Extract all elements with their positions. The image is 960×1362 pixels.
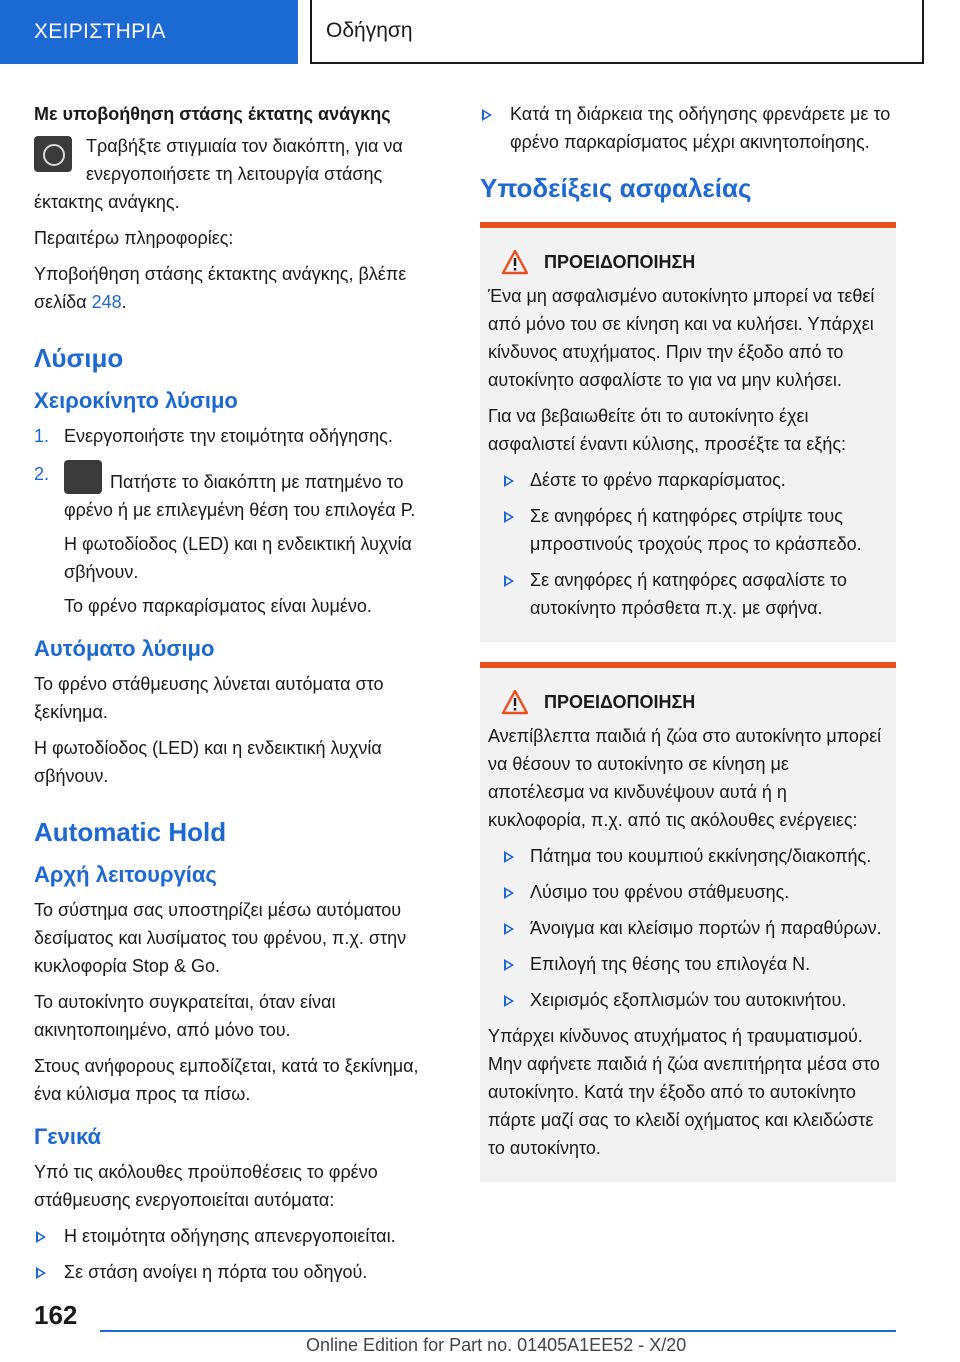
warning-box — [480, 662, 896, 1182]
list-item-text: Η ετοιμότητα οδήγησης απενεργοποιείται. — [64, 1226, 396, 1246]
list-item — [488, 950, 882, 978]
list-item-text: Επιλογή της θέσης του επιλογέα N. — [530, 954, 811, 974]
page-number: 162 — [34, 1300, 78, 1330]
bullet-triangle-icon — [504, 475, 514, 487]
principle-title: Αρχή λειτουργίας — [34, 862, 217, 887]
page-link[interactable]: 248 — [91, 292, 122, 312]
warning-heading — [488, 248, 882, 276]
parking-brake-switch-icon — [64, 460, 102, 494]
left-column — [34, 100, 446, 1294]
bullet-triangle-icon — [504, 923, 514, 935]
warning-triangle-icon — [502, 689, 528, 715]
emergency-paragraph — [34, 132, 446, 216]
principle-text: Το αυτοκίνητο συγκρατείται, όταν είναι ακινητοποιημένο, από μόνο του. — [34, 992, 336, 1040]
list-item-text: Λύσιμο του φρένου στάθμευσης. — [530, 882, 790, 902]
warning-box — [480, 222, 896, 642]
list-item — [488, 878, 882, 906]
warning-text: Ανεπίβλεπτα παιδιά ή ζώα στο αυτοκίνητο μπορεί να θέσουν το αυτοκίνητο σε κίνηση με αποτέλεσμα να κινδυνέψουν αυτά ή η κυκλοφορία, π.χ. από τις ακόλουθες ενέργειες: — [488, 726, 882, 830]
warning-heading — [488, 688, 882, 716]
general-title: Γενικά — [34, 1124, 102, 1149]
bullet-triangle-icon — [504, 511, 514, 523]
reference-text: Υποβοήθηση στάσης έκτακτης ανάγκης, βλέπε σελίδα — [34, 264, 407, 312]
step-item — [34, 460, 446, 620]
principle-text: Στους ανήφορους εμποδίζεται, κατά το ξεκίνημα, ένα κύλισμα προς τα πίσω. — [34, 1056, 419, 1104]
warning-text: Υπάρχει κίνδυνος ατυχήματος ή τραυματισμού. Μην αφήνετε παιδιά ή ζώα ανεπιτήρητα μέσα στο αυτοκίνητο. Κατά την έξοδο από το αυτοκίνητο πάρτε μαζί σας το κλειδί οχήματος και κλειδώστε το αυτοκίνητο. — [488, 1026, 880, 1158]
step-note: Η φωτοδίοδος (LED) και η ενδεικτική λυχνία σβήνουν. — [64, 534, 412, 582]
bullet-triangle-icon — [504, 995, 514, 1007]
page-reference — [34, 260, 446, 316]
warning-list — [488, 842, 882, 1014]
general-text: Υπό τις ακόλουθες προϋποθέσεις το φρένο στάθμευσης ενεργοποιείται αυτόματα: — [34, 1162, 378, 1210]
list-item-text: Σε ανηφόρες ή κατηφόρες στρίψτε τους μπροστινούς τροχούς προς το κράσπεδο. — [530, 506, 862, 554]
emergency-text: Τραβήξτε στιγμιαία τον διακόπτη, για να ενεργοποιήσετε τη λειτουργία στάσης έκτακτης ανάγκης. — [34, 136, 403, 212]
manual-release-steps — [34, 422, 446, 620]
general-list — [34, 1222, 446, 1286]
step-item — [34, 422, 446, 450]
edition-note: Online Edition for Part no. 01405A1EE52 - X/20 — [306, 1335, 687, 1355]
warning-list — [488, 466, 882, 622]
list-item — [488, 986, 882, 1014]
bullet-triangle-icon — [36, 1231, 46, 1243]
step-number: 2. — [34, 464, 50, 484]
warning-label: ΠΡΟΕΙΔΟΠΟΙΗΣΗ — [544, 252, 696, 272]
list-item-text: Σε στάση ανοίγει η πόρτα του οδηγού. — [64, 1262, 368, 1282]
auto-release-text: Η φωτοδίοδος (LED) και η ενδεικτική λυχνία σβήνουν. — [34, 738, 382, 786]
list-item — [34, 1222, 446, 1250]
warning-triangle-icon — [502, 249, 528, 275]
list-item — [480, 100, 896, 156]
right-column — [480, 100, 896, 1182]
release-title: Λύσιμο — [34, 343, 124, 373]
warning-label: ΠΡΟΕΙΔΟΠΟΙΗΣΗ — [544, 692, 696, 712]
step-text: Πατήστε το διακόπτη με πατημένο το φρένο ή με επιλεγμένη θέση του επιλογέα P. — [64, 472, 416, 520]
bullet-triangle-icon — [482, 109, 492, 121]
auto-release-title: Αυτόματο λύσιμο — [34, 636, 215, 661]
auto-release-text: Το φρένο στάθμευσης λύνεται αυτόματα στο ξεκίνημα. — [34, 674, 384, 722]
list-item-text: Άνοιγμα και κλείσιμο πορτών ή παραθύρων. — [530, 918, 882, 938]
principle-text: Το σύστημα σας υποστηρίζει μέσω αυτόματου δεσίματος και λυσίματος του φρένου, π.χ. στην κυκλοφορία Stop & Go. — [34, 900, 407, 976]
step-note: Το φρένο παρκαρίσματος είναι λυμένο. — [64, 596, 372, 616]
list-item-text: Κατά τη διάρκεια της οδήγησης φρενάρετε με το φρένο παρκαρίσματος μέχρι ακινητοποίησης. — [510, 104, 891, 152]
list-item — [488, 466, 882, 494]
safety-title: Υποδείξεις ασφαλείας — [480, 173, 752, 203]
list-item — [488, 502, 882, 558]
chapter-title: Οδήγηση — [310, 0, 924, 64]
list-item — [488, 914, 882, 942]
bullet-triangle-icon — [36, 1267, 46, 1279]
list-item-text: Δέστε το φρένο παρκαρίσματος. — [530, 470, 786, 490]
warning-text: Ένα μη ασφαλισμένο αυτοκίνητο μπορεί να τεθεί από μόνο του σε κίνηση και να κυλήσει. Υπάρχει κίνδυνος ατυχήματος. Πριν την έξοδο από το αυτοκίνητο ασφαλίστε το για να μην κυλήσει. — [488, 286, 875, 390]
automatic-hold-title: Automatic Hold — [34, 817, 227, 847]
bullet-triangle-icon — [504, 959, 514, 971]
bullet-triangle-icon — [504, 575, 514, 587]
step-text: Ενεργοποιήστε την ετοιμότητα οδήγησης. — [64, 426, 393, 446]
warning-text: Για να βεβαιωθείτε ότι το αυτοκίνητο έχει ασφαλιστεί έναντι κύλισης, προσέξτε τα εξής: — [488, 406, 847, 454]
list-item — [34, 1258, 446, 1286]
list-item-text: Πάτημα του κουμπιού εκκίνησης/διακοπής. — [530, 846, 872, 866]
more-info-label: Περαιτέρω πληροφορίες: — [34, 228, 234, 248]
reference-end: . — [121, 292, 127, 312]
emergency-heading: Με υποβοήθηση στάσης έκτατης ανάγκης — [34, 104, 391, 124]
bullet-triangle-icon — [504, 851, 514, 863]
bullet-triangle-icon — [504, 887, 514, 899]
list-item — [488, 842, 882, 870]
manual-release-title: Χειροκίνητο λύσιμο — [34, 388, 238, 413]
section-tab[interactable]: ΧΕΙΡΙΣΤΗΡΙΑ — [0, 0, 298, 64]
step-number: 1. — [34, 426, 50, 446]
list-item — [488, 566, 882, 622]
list-item-text: Χειρισμός εξοπλισμών του αυτοκινήτου. — [530, 990, 847, 1010]
parking-brake-switch-icon — [34, 136, 72, 172]
continued-list — [480, 100, 896, 156]
list-item-text: Σε ανηφόρες ή κατηφόρες ασφαλίστε το αυτοκίνητο πρόσθετα π.χ. με σφήνα. — [530, 570, 847, 618]
footer-divider — [100, 1330, 896, 1332]
